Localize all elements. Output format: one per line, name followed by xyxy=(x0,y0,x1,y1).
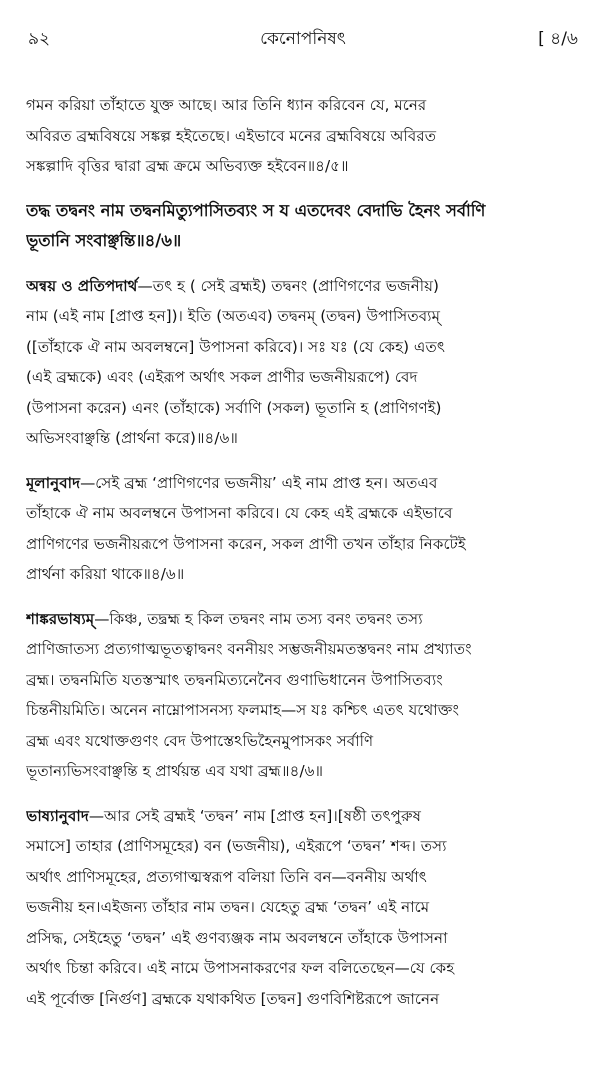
shankarabhashyam-heading: শাঙ্করভাষ্যম্ xyxy=(26,609,95,628)
text-line: গমন করিয়া তাঁহাতে যুক্ত আছে। আর তিনি ধ্যান করিবেন যে, মনের xyxy=(26,96,427,114)
text-line xyxy=(26,271,584,302)
continuation-paragraph xyxy=(26,90,584,182)
page-header xyxy=(28,26,578,52)
section-reference: [ ৪/৬ xyxy=(538,29,578,49)
bhashyanuvada-paragraph xyxy=(26,801,584,1015)
text-span: —কিঞ্চ, তদ্ব্রহ্ম হ কিল তদ্বনং নাম তস্য বনং তদ্বনং তস্য xyxy=(94,609,423,628)
text-line xyxy=(26,468,584,499)
text-line xyxy=(26,801,584,832)
text-line: ভজনীয় হন।এইজন্য তাঁহার নাম তদ্বন। যেহেতু ব্রহ্ম ‘তদ্বন’ এই নামে xyxy=(26,898,430,916)
text-line: প্রাণিগণের ভজনীয়রূপে উপাসনা করেন, সকল প্রাণী তখন তাঁহার নিকটেই xyxy=(26,534,466,553)
anvaya-heading: অন্বয় ও প্রতিপদার্থ xyxy=(26,276,138,295)
text-span: —তৎ হ ( সেই ব্রহ্মই) তদ্বনং (প্রাণিগণের ভজনীয়) xyxy=(137,276,439,295)
bhashyanuvada-heading: ভাষ্যানুবাদ xyxy=(26,806,89,825)
text-line: ব্রহ্ম। তদ্বনমিতি যতস্তস্মাৎ তদ্বনমিত্যনেনৈব গুণাভিধানেন উপাসিতব্যং xyxy=(26,670,443,689)
text-line: সমাসে] তাহার (প্রাণিসমূহের) বন (ভজনীয়), এইরূপে ‘তদ্বন’ শব্দ। তস্য xyxy=(26,837,447,855)
running-title: কেনোপনিষৎ xyxy=(260,29,346,49)
verse-line: ভূতানি সংবাঞ্ছন্তি॥৪/৬॥ xyxy=(26,231,182,250)
mulanuvada-heading: মূলানুবাদ xyxy=(26,473,81,492)
text-line: প্রার্থনা করিয়া থাকে॥৪/৬॥ xyxy=(26,565,185,583)
text-line: (এই ব্রহ্মকে) এবং (এইরূপ অর্থাৎ সকল প্রাণীর ভজনীয়রূপে) বেদ xyxy=(26,368,418,386)
page-number: ৯২ xyxy=(28,29,51,49)
text-line xyxy=(26,604,584,635)
text-line: ([তাঁহাকে ঐ নাম অবলম্বনে] উপাসনা করিবে)। সঃ যঃ (যে কেহ) এতৎ xyxy=(26,337,445,356)
text-line: (উপাসনা করেন) এনং (তাঁহাকে) সর্বাণি (সকল) ভূতানি হ (প্রাণিগণই) xyxy=(26,398,442,417)
mulanuvada-paragraph xyxy=(26,468,584,590)
text-span: —আর সেই ব্রহ্মই ‘তদ্বন’ নাম [প্রাপ্ত হন]।[ষষ্ঠী তৎপুরুষ xyxy=(88,806,421,825)
text-line: তাঁহাকে ঐ নাম অবলম্বনে উপাসনা করিবে। যে কেহ এই ব্রহ্মকে এইভাবে xyxy=(26,504,453,522)
text-span: —সেই ব্রহ্ম ‘প্রাণিগণের ভজনীয়’ এই নাম প্রাপ্ত হন। অতএব xyxy=(80,473,438,492)
text-line: সঙ্কল্পাদি বৃত্তির দ্বারা ব্রহ্ম ক্রমে অভিব্যক্ত হইবেন॥৪/৫॥ xyxy=(26,157,349,175)
page-body xyxy=(26,90,584,1028)
text-line: অবিরত ব্রহ্মবিষয়ে সঙ্কল্প হইতেছে। এইভাবে মনের ব্রহ্মবিষয়ে অবিরত xyxy=(26,126,437,145)
anvaya-paragraph xyxy=(26,271,584,454)
text-line: ব্রহ্ম এবং যথোক্তগুণং বেদ উপাস্তেঽভিহৈনমুপাসকং সর্বাণি xyxy=(26,731,374,750)
verse-line: তদ্ধ তদ্বনং নাম তদ্বনমিত্যুপাসিতব্যং স য এতদেবং বেদাভি হৈনং সর্বাণি xyxy=(26,200,486,220)
text-line: অর্থাৎ প্রাণিসমূহের, প্রত্যগাত্মস্বরূপ বলিয়া তিনি বন—বননীয় অর্থাৎ xyxy=(26,867,427,886)
text-line: অর্থাৎ চিন্তা করিবে। এই নামে উপাসনাকরণের ফল বলিতেছেন—যে কেহ xyxy=(26,959,455,977)
shankarabhashyam-paragraph xyxy=(26,604,584,787)
sanskrit-verse xyxy=(26,196,584,257)
text-line: চিন্তনীয়মিতি। অনেন নাম্নোপাসনস্য ফলমাহ—স যঃ কশ্চিৎ এতৎ যথোক্তং xyxy=(26,701,459,719)
text-line: প্রসিদ্ধ, সেইহেতু ‘তদ্বন’ এই গুণব্যঞ্জক নাম অবলম্বনে তাঁহাকে উপাসনা xyxy=(26,928,448,947)
text-line: প্রাণিজাতস্য প্রত্যগাত্মভূতত্বাদ্বনং বননীয়ং সম্ভজনীয়মতস্তদ্বনং নাম প্রখ্যাতং xyxy=(26,640,472,658)
text-line: নাম (এই নাম [প্রাপ্ত হন])। ইতি (অতএব) তদ্বনম্ (তদ্বন) উপাসিতব্যম্ xyxy=(26,307,441,325)
text-line: ভূতান্যভিসংবাঞ্ছন্তি হ প্রার্থয়ন্ত এব যথা ব্রহ্ম॥৪/৬॥ xyxy=(26,762,324,780)
text-line: এই পূর্বোক্ত [নির্গুণ] ব্রহ্মকে যথাকথিত [তদ্বন] গুণবিশিষ্টরূপে জানেন xyxy=(26,989,440,1008)
text-line: অভিসংবাঞ্ছন্তি (প্রার্থনা করে)॥৪/৬॥ xyxy=(26,429,238,447)
